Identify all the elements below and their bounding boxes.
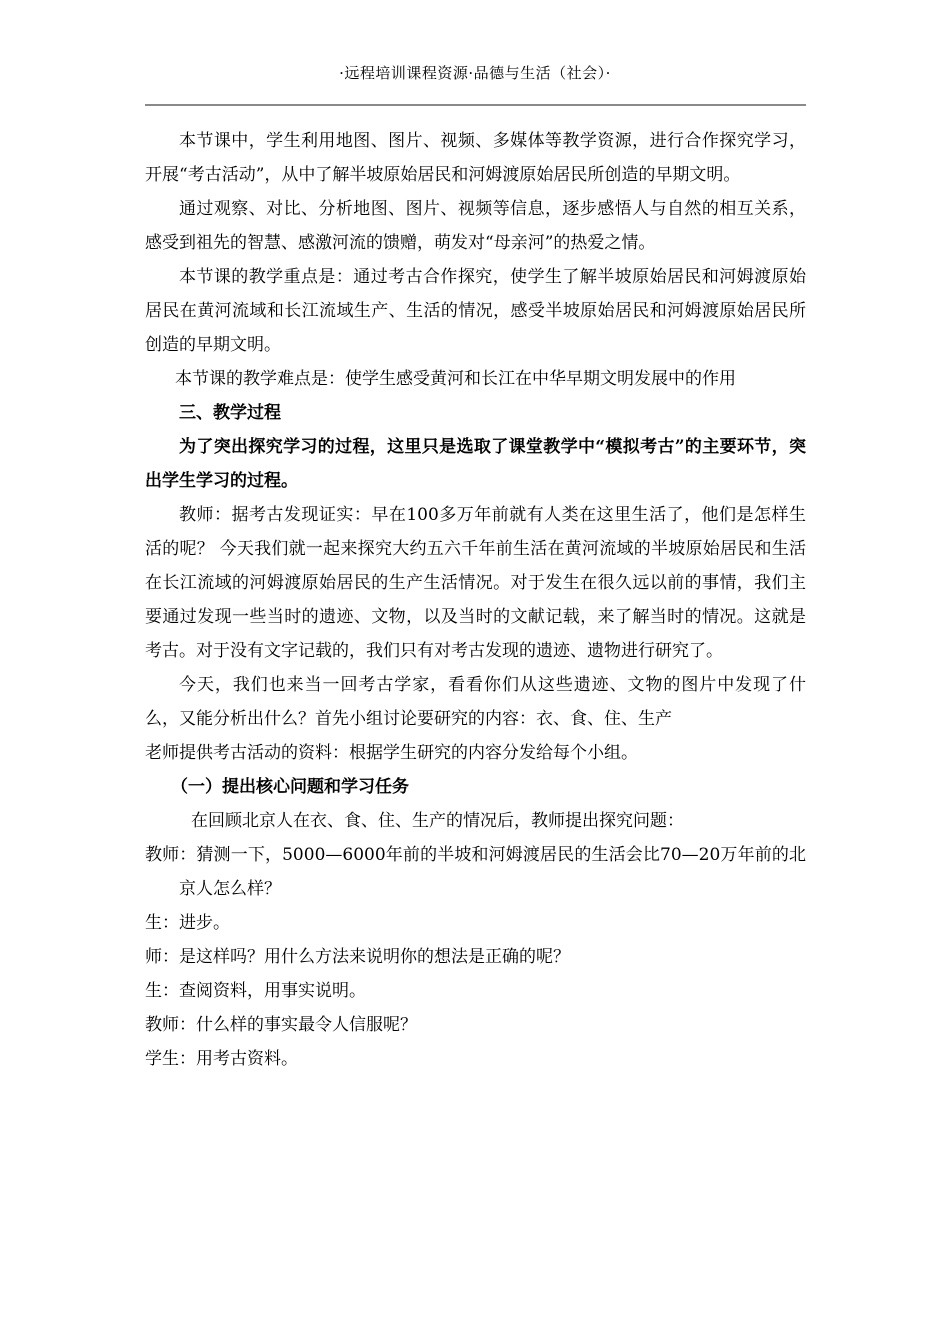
dialogue-student-progress: 生：进步。: [145, 913, 230, 933]
paragraph-materials: 老师提供考古活动的资料：根据学生研究的内容分发给每个小组。: [145, 743, 638, 763]
dialogue-teacher-facts: 教师：什么样的事实最令人信服呢？: [145, 1015, 417, 1035]
document-body: [145, 124, 806, 1076]
dialogue-teacher-method: 师：是这样吗？用什么方法来说明你的想法是正确的呢？: [145, 947, 570, 967]
dialogue-teacher-guess: 教师：猜测一下，5000—6000年前的半坡和河姆渡居民的生活会比70—20万年前的北京人怎么样？: [145, 845, 806, 899]
paragraph-goals: 通过观察、对比、分析地图、图片、视频等信息，逐步感悟人与自然的相互关系，感受到祖先的智慧、感激河流的馈赠，萌发对“母亲河”的热爱之情。: [145, 199, 806, 253]
subsection-title-core-question: （一）提出核心问题和学习任务: [171, 777, 409, 797]
paragraph-teacher-intro: 教师：据考古发现证实：早在100多万年前就有人类在这里生活了，他们是怎样生活的呢？ 今天我们就一起来探究大约五六千年前生活在黄河流域的半坡原始居民和生活在长江流域的河姆渡原始居民的生产生活情况。对于发生在很久远以前的事情，我们主要通过发现一些当时的遗迹、文物，以及当时的文献记载，来了解当时的情况。这就是考古。对于没有文字记载的，我们只有对考古发现的遗迹、遗物进行研究了。: [145, 505, 806, 661]
header-rule: [145, 104, 806, 106]
paragraph-process-intro: 为了突出探究学习的过程，这里只是选取了课堂教学中“模拟考古”的主要环节，突出学生学习的过程。: [145, 437, 806, 491]
paragraph-intro: 本节课中，学生利用地图、图片、视频、多媒体等教学资源，进行合作探究学习，开展“考古活动”，从中了解半坡原始居民和河姆渡原始居民所创造的早期文明。: [145, 131, 806, 185]
paragraph-archaeologist: 今天，我们也来当一回考古学家，看看你们从这些遗迹、文物的图片中发现了什么，又能分析出什么？首先小组讨论要研究的内容：衣、食、住、生产: [145, 675, 806, 729]
paragraph-review: 在回顾北京人在衣、食、住、生产的情况后，教师提出探究问题：: [191, 811, 684, 831]
paragraph-key-points: 本节课的教学重点是：通过考古合作探究，使学生了解半坡原始居民和河姆渡原始居民在黄河流域和长江流域生产、生活的情况，感受半坡原始居民和河姆渡原始居民所创造的早期文明。: [145, 267, 806, 355]
section-title-teaching-process: 三、教学过程: [179, 403, 281, 423]
paragraph-difficulties: 本节课的教学难点是：使学生感受黄河和长江在中华早期文明发展中的作用: [175, 369, 736, 389]
dialogue-student-research: 生：查阅资料，用事实说明。: [145, 981, 366, 1001]
dialogue-student-archaeology: 学生：用考古资料。: [145, 1049, 298, 1069]
page-header: ·远程培训课程资源·品德与生活（社会）·: [339, 64, 611, 82]
